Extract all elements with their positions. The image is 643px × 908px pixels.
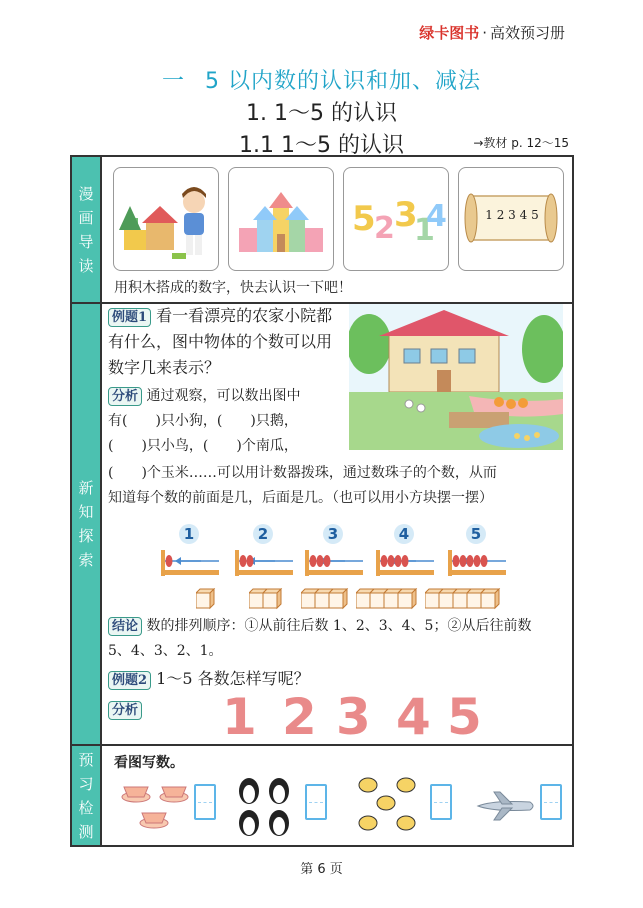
penguins-picture — [235, 775, 295, 843]
svg-text:5: 5 — [352, 199, 376, 239]
teacups-picture — [118, 775, 194, 839]
example1-tag: 例题1 — [108, 308, 151, 327]
bees-picture — [356, 775, 424, 843]
traced-digit-3: 3 — [336, 688, 371, 746]
block-cube-icon — [196, 588, 216, 610]
comic-panel-number-scroll — [458, 167, 564, 271]
example2-question: 例题2 1～5 各数怎样写呢？ — [108, 666, 570, 692]
farmyard-illustration — [349, 304, 563, 450]
section-label-comic: 漫画导读 — [72, 157, 102, 302]
scroll-numbers: 1 2 3 4 5 — [485, 208, 539, 222]
brand-subtitle: 高效预习册 — [489, 24, 565, 42]
abacus-number-label: 4 — [394, 524, 414, 544]
brand-name: 绿卡图书 — [419, 24, 480, 42]
abacus-number-label: 3 — [323, 524, 343, 544]
block-castle-illustration — [229, 168, 333, 270]
example1-analysis-continued: ( )个玉米……可以用计数器拨珠，通过数珠子的个数，从而 知道每个数的前面是几，后面是几。（也可以用小方块摆一摆） — [108, 465, 497, 506]
textbook-reference: →教材 p. 12～15 — [473, 136, 569, 150]
answer-box-penguins[interactable] — [305, 784, 327, 820]
traced-digit-4: 4 — [396, 688, 431, 746]
unit-title: 一 5 以内数的认识和加、减法 — [161, 69, 481, 94]
example2-analysis — [108, 698, 142, 723]
svg-text:1: 1 — [414, 213, 435, 248]
comic-panel-castle-blocks — [228, 167, 334, 271]
abacus-counter-icon — [444, 548, 508, 578]
abacus-number-label: 2 — [253, 524, 273, 544]
answer-box-teacups[interactable] — [194, 784, 216, 820]
abacus-counter-icon — [157, 548, 221, 578]
example1-conclusion: 结论 数的排列顺序：①从前往后数 1、2、3、4、5；②从后往前数 5、4、3、2、1。 — [108, 618, 532, 659]
example1-analysis: 分析 通过观察，可以数出图中 有( )只小狗，( )只鹅， ( )只小鸟，( )个南瓜， — [108, 388, 301, 454]
example1-question: 例题1 看一看漂亮的农家小院都有什么，图中物体的个数可以用数字几来表示？ — [108, 306, 333, 377]
answer-box-airplane[interactable] — [540, 784, 562, 820]
block-cube-icon — [301, 588, 349, 610]
penguin-icon — [235, 775, 295, 839]
conclusion-tag: 结论 — [108, 617, 142, 636]
section-title: 1. 1～5 的认识 — [246, 101, 397, 126]
sub-title: 1.1 1～5 的认识 — [239, 133, 404, 158]
boy-building-blocks-illustration — [114, 168, 218, 270]
svg-text:2: 2 — [374, 211, 395, 246]
block-cube-icon — [356, 588, 418, 610]
comic-caption: 用积木搭成的数字，快去认识一下吧！ — [114, 280, 352, 296]
brand-header: 绿卡图书 · 高效预习册 — [419, 24, 565, 42]
abacus-number-label: 5 — [466, 524, 486, 544]
airplane-picture — [474, 788, 538, 828]
comic-panel-block-digits — [343, 167, 449, 271]
bee-icon — [356, 775, 424, 839]
abacus-counter-icon — [231, 548, 295, 578]
svg-text:3: 3 — [394, 195, 418, 235]
analysis-tag: 分析 — [108, 387, 142, 406]
abacus-number-label: 1 — [179, 524, 199, 544]
example2-analysis-tag: 分析 — [108, 701, 142, 720]
abacus-counter-icon — [372, 548, 436, 578]
divider — [72, 744, 572, 746]
traced-digit-2: 2 — [282, 688, 317, 746]
comic-panel-boy-blocks — [113, 167, 219, 271]
block-digits-illustration — [344, 168, 448, 270]
traced-digit-5: 5 — [447, 688, 482, 746]
abacus-counter-icon — [301, 548, 365, 578]
block-cube-icon — [425, 588, 501, 610]
airplane-icon — [474, 788, 538, 824]
block-cube-icon — [249, 588, 283, 610]
example2-tag: 例题2 — [108, 671, 151, 690]
farmyard-scene — [349, 304, 563, 450]
teacup-icon — [118, 775, 194, 835]
section-label-check: 预习检测 — [72, 746, 102, 845]
check-instruction: 看图写数。 — [114, 755, 184, 771]
answer-box-bees[interactable] — [430, 784, 452, 820]
section-label-explore: 新知探索 — [72, 304, 102, 744]
traced-digit-1: 1 — [222, 688, 257, 746]
page-number: 第 6 页 — [300, 862, 343, 877]
svg-text:4: 4 — [426, 199, 447, 234]
